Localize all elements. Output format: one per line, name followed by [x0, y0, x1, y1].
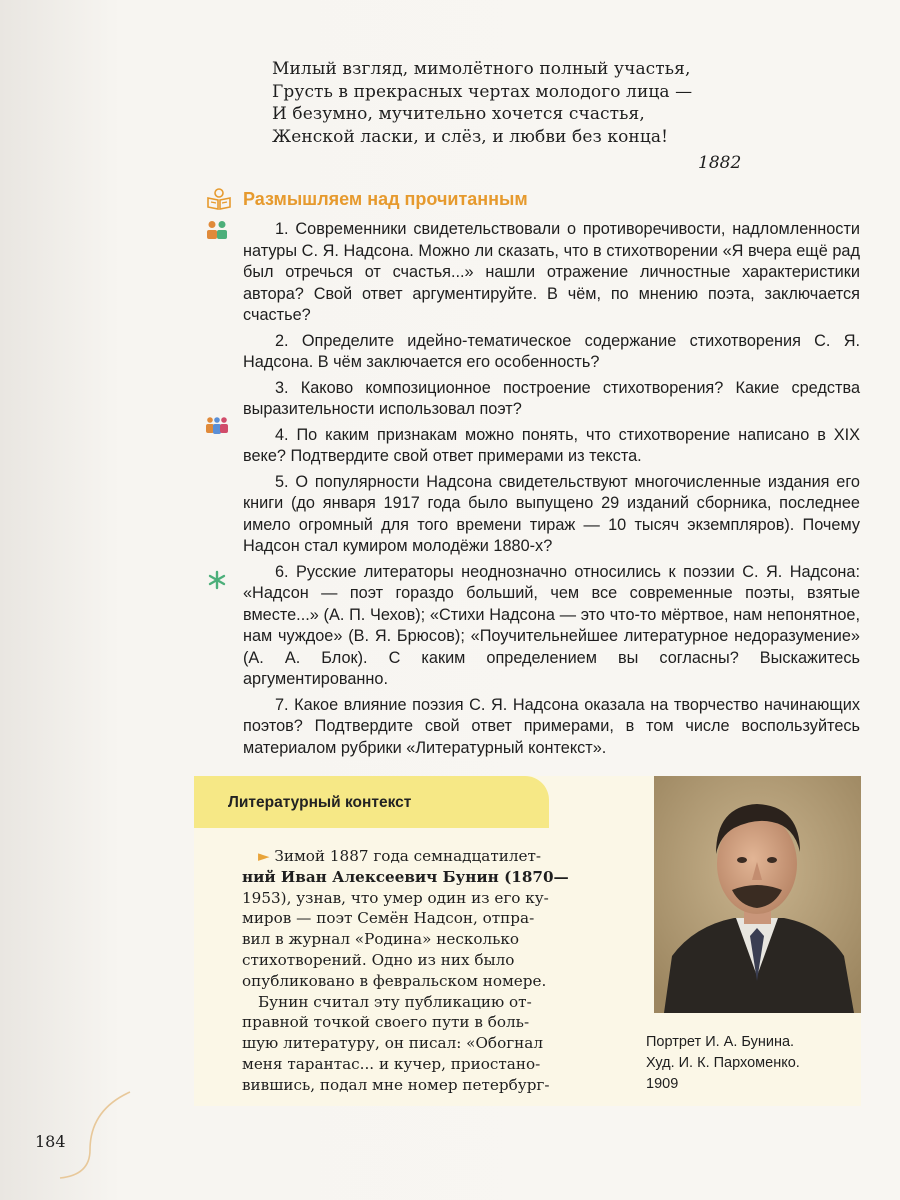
poem-line: Женской ласки, и слёз, и любви без конца!: [272, 126, 669, 147]
context-line: шую литературу, он писал: «Обогнал: [242, 1034, 543, 1053]
poem-line: Грусть в прекрасных чертах молодого лица —: [272, 81, 693, 102]
triangle-arrow-icon: ►: [258, 847, 270, 865]
question-item: 6. Русские литераторы неоднозначно относились к поэзии С. Я. Надсона: «Надсон — поэт гораздо больший, чем все современные поэты, взятые вместе...» (А. П. Чехов); «Стихи Надсона — это что-то мёртвое, нам непонятное, нам чуждое» (В. Я. Брюсов); «Поучительнейшее литературное недоразумение» (А. А. Блок). С каким определением вы согласны? Выскажитесь аргументированно.: [243, 562, 860, 688]
group-work-icon: [205, 416, 229, 436]
context-line: вил в журнал «Родина» несколько: [242, 930, 520, 949]
poem: [272, 58, 752, 148]
context-line: 1953), узнав, что умер один из его ку-: [242, 888, 549, 907]
portrait-image: [654, 776, 861, 1013]
context-line: миров — поэт Семён Надсон, отпра-: [242, 909, 535, 928]
question-item: 1. Современники свидетельствовали о противоречивости, надломленности натуры С. Я. Надсона. Можно ли сказать, что в стихотворении «Я вчера ещё рад был отречься от счастья...» нашли отражение личностные характеристики автора? Свой ответ аргументируйте. В чём, по мнению поэта, заключается счастье?: [243, 220, 860, 324]
open-book-lightbulb-icon: [206, 188, 232, 210]
poem-line: И безумно, мучительно хочется счастья,: [272, 104, 645, 124]
context-line: ний Иван Алексеевич Бунин (1870—: [242, 867, 569, 886]
context-line: [258, 846, 630, 867]
question-item: 3. Каково композиционное построение стихотворения? Какие средства выразительности использовал поэт?: [243, 378, 860, 418]
section-title: Размышляем над прочитанным: [243, 189, 528, 209]
pair-work-icon: [205, 220, 229, 240]
question-item: 5. О популярности Надсона свидетельствуют многочисленные издания его книги (до января 1917 года было выпущено 29 изданий сборника, последнее имело огромный для того времени тираж — 10 тысяч экземпляров). Почему Надсон стал кумиром молодёжи 1880-х?: [243, 472, 860, 555]
context-line: правной точкой своего пути в боль-: [242, 1013, 530, 1032]
context-line-text: Зимой 1887 года семнадцатилет-: [274, 847, 542, 865]
caption-line: Портрет И. А. Бунина.: [646, 1034, 795, 1050]
questions-list: [243, 219, 860, 763]
asterisk-icon: [207, 570, 227, 590]
caption-line: 1909: [646, 1076, 679, 1092]
context-line: вившись, подал мне номер петербург-: [242, 1075, 550, 1094]
context-line: стихотворений. Одно из них было: [242, 950, 515, 969]
question-item: 7. Какое влияние поэзия С. Я. Надсона оказала на творчество начинающих поэтов? Подтвердите свой ответ примерами, в том числе воспользуйтесь материалом рубрики «Литературный контекст».: [243, 695, 860, 757]
question-item: 4. По каким признакам можно понять, что стихотворение написано в XIX веке? Подтвердите свой ответ примерами из текста.: [243, 425, 860, 465]
context-line: опубликовано в февральском номере.: [242, 971, 547, 990]
page-number: 184: [35, 1132, 66, 1151]
poem-line: Милый взгляд, мимолётного полный участья,: [272, 59, 691, 79]
context-line: меня тарантас... и кучер, приостано-: [242, 1054, 541, 1073]
literary-context-text: [242, 846, 630, 1096]
context-line: Бунин считал эту публикацию от-: [258, 992, 532, 1011]
portrait-caption: [646, 1032, 876, 1095]
caption-line: Худ. И. К. Пархоменко.: [646, 1055, 800, 1071]
question-item: 2. Определите идейно-тематическое содержание стихотворения С. Я. Надсона. В чём заключается его особенность?: [243, 331, 860, 371]
poem-year: 1882: [698, 153, 742, 173]
literary-context-title: Литературный контекст: [228, 794, 412, 811]
